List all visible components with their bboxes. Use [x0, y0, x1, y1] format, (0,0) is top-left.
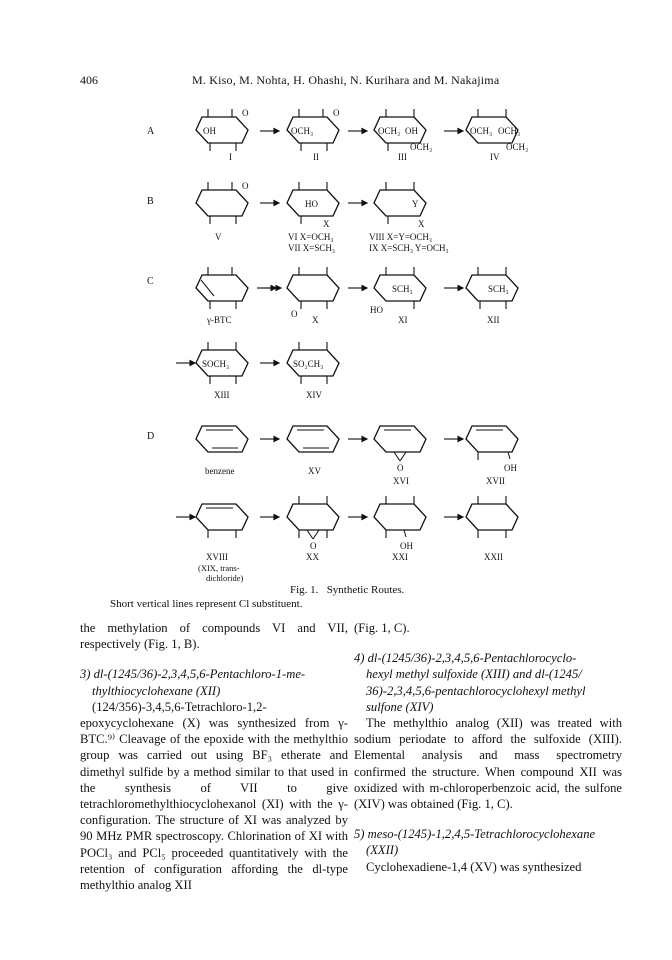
label-xvii: XVII — [486, 476, 505, 486]
svg-text:O: O — [333, 108, 340, 118]
label-xiii: XIII — [214, 390, 230, 400]
right-column — [354, 620, 622, 875]
label-benzene: benzene — [205, 466, 235, 476]
compound-viii-ix — [374, 182, 426, 229]
label-xx: XX — [306, 552, 319, 562]
compound-x — [287, 267, 339, 319]
label-v: V — [215, 232, 222, 242]
svg-text:O: O — [291, 309, 298, 319]
label-xi: XI — [398, 315, 408, 325]
svg-text:SOCH₃: SOCH₃ — [202, 359, 230, 369]
right-paragraph-2: The methylthio analog (XII) was treated with sodium periodate to afford the sulfoxide (XIII). Elemental analysis and mass spectrometry confirmed the structure. When compound XII was oxidized with m-chloroperbenzoic acid, the sulfone (XIV) was obtained (Fig. 1, C). — [354, 716, 622, 812]
compound-iii — [374, 109, 432, 152]
svg-text:HO: HO — [370, 305, 383, 315]
row-label-a: A — [147, 126, 155, 137]
right-paragraph-1: (Fig. 1, C). — [354, 621, 410, 635]
svg-text:OH: OH — [400, 541, 413, 551]
svg-text:OH: OH — [405, 126, 418, 136]
section-4-heading-line4: sulfone (XIV) — [366, 699, 434, 714]
synthetic-routes-figure — [0, 90, 672, 610]
compound-xvi — [374, 426, 426, 473]
svg-text:Y: Y — [412, 199, 419, 209]
gamma-btc — [196, 267, 248, 309]
label-xii: XII — [487, 315, 500, 325]
svg-text:SO₂CH₃: SO₂CH₃ — [293, 359, 324, 369]
compound-xx — [287, 496, 339, 551]
label-vii: VII X=SCH₃ — [288, 243, 335, 253]
svg-text:OH: OH — [504, 463, 517, 473]
compound-xi — [370, 267, 426, 315]
svg-text:O: O — [310, 541, 317, 551]
section-5-heading-line2: (XXII) — [366, 843, 399, 858]
compound-i — [196, 108, 249, 151]
label-ix: IX X=SCH₃ Y=OCH₃ — [369, 243, 449, 253]
figure-caption-text: Synthetic Routes. — [326, 584, 405, 596]
label-vi: VI X=OCH₃ — [288, 232, 334, 242]
author-line: M. Kiso, M. Nohta, H. Ohashi, N. Kurihara and M. Nakajima — [192, 73, 500, 87]
section-4-heading-line1: 4) dl-(1245/36)-2,3,4,5,6-Pentachlorocyclo- — [354, 651, 577, 666]
svg-text:OCH₃: OCH₃ — [506, 142, 529, 152]
label-xviii: XVIII — [206, 552, 228, 562]
label-xix-line2: dichloride) — [206, 573, 244, 583]
svg-text:SCH₃: SCH₃ — [392, 284, 413, 294]
section-4-heading-line3: 36)-2,3,4,5,6-pentachlorocyclohexyl methyl — [366, 683, 586, 698]
svg-text:OCH₃: OCH₃ — [410, 142, 433, 152]
label-iii: III — [398, 152, 407, 162]
section-4-heading-line2: hexyl methyl sulfoxide (XIII) and dl-(1245/ — [366, 667, 582, 682]
label-xiv: XIV — [306, 390, 322, 400]
left-paragraph-1: the methylation of compounds VI and VII, respectively (Fig. 1, B). — [80, 621, 348, 652]
page-number: 406 — [80, 73, 98, 87]
label-xv: XV — [308, 466, 321, 476]
svg-text:OCH₃: OCH₃ — [291, 126, 314, 136]
svg-text:O: O — [397, 463, 404, 473]
section-5-heading-line1: 5) meso-(1245)-1,2,4,5-Tetrachlorocyclohexane — [354, 827, 596, 842]
compound-xvii — [466, 426, 518, 473]
svg-text:O: O — [242, 181, 249, 191]
section-3-heading-line2: thylthiocyclohexane (XII) — [92, 683, 221, 698]
label-xix-line1: (XIX, trans- — [198, 563, 240, 573]
compound-ii — [287, 108, 340, 151]
label-gamma-btc: γ-BTC — [207, 315, 232, 325]
row-label-b: B — [147, 196, 154, 207]
svg-text:OCH₃: OCH₃ — [498, 126, 521, 136]
compound-v — [196, 181, 249, 224]
label-xvi: XVI — [393, 476, 409, 486]
figure-caption — [290, 584, 404, 596]
label-iv: IV — [490, 152, 500, 162]
compound-xxii — [466, 496, 518, 538]
svg-text:X: X — [418, 219, 425, 229]
label-i: I — [229, 152, 232, 162]
compound-iv — [466, 109, 528, 152]
svg-text:X: X — [323, 219, 330, 229]
svg-text:OCH₃: OCH₃ — [378, 126, 401, 136]
figure-caption-label: Fig. 1. — [290, 584, 319, 596]
svg-text:OCH₃: OCH₃ — [470, 126, 493, 136]
svg-text:SCH₃: SCH₃ — [488, 284, 509, 294]
label-viii: VIII X=Y=OCH₃ — [369, 232, 433, 242]
compound-xiii — [196, 342, 248, 384]
left-column — [80, 620, 348, 893]
right-paragraph-3: Cyclohexadiene-1,4 (XV) was synthesized — [366, 859, 582, 874]
figure-note: Short vertical lines represent Cl substituent. — [110, 598, 303, 610]
label-xxi: XXI — [392, 552, 408, 562]
compound-xxi — [374, 496, 426, 551]
benzene — [196, 426, 248, 452]
compound-xii — [466, 267, 518, 309]
left-paragraph-2: (124/356)-3,4,5,6-Tetrachloro-1,2-epoxycyclohexane (X) was synthesized from γ-BTC.⁹⁾ Cleavage of the epoxide with the methylthio group was carried out using BF₃ etherate and dimethyl sulfide by a method similar to that used in the synthesis of VII to give tetrachloromethylthiocyclohexanol (XI) with the γ-configuration. The structure of XI was analyzed by 90 MHz PMR spectroscopy. Chlorination of XI with POCl₃ and PCl₅ proceeded quantitatively with the retention of configuration affording the dl-type methylthio analog XII — [80, 699, 348, 893]
label-xxii: XXII — [484, 552, 503, 562]
row-label-c: C — [147, 276, 154, 287]
label-x: X — [312, 315, 319, 325]
compound-xiv — [287, 342, 339, 384]
svg-text:HO: HO — [305, 199, 318, 209]
compound-xviii — [196, 504, 248, 538]
svg-text:O: O — [242, 108, 249, 118]
svg-text:OH: OH — [203, 126, 216, 136]
compound-xv — [287, 426, 339, 452]
row-label-d: D — [147, 431, 155, 442]
compound-vi-vii — [287, 182, 339, 229]
label-ii: II — [313, 152, 319, 162]
section-3-heading-line1: 3) dl-(1245/36)-2,3,4,5,6-Pentachloro-1-me- — [80, 667, 306, 682]
